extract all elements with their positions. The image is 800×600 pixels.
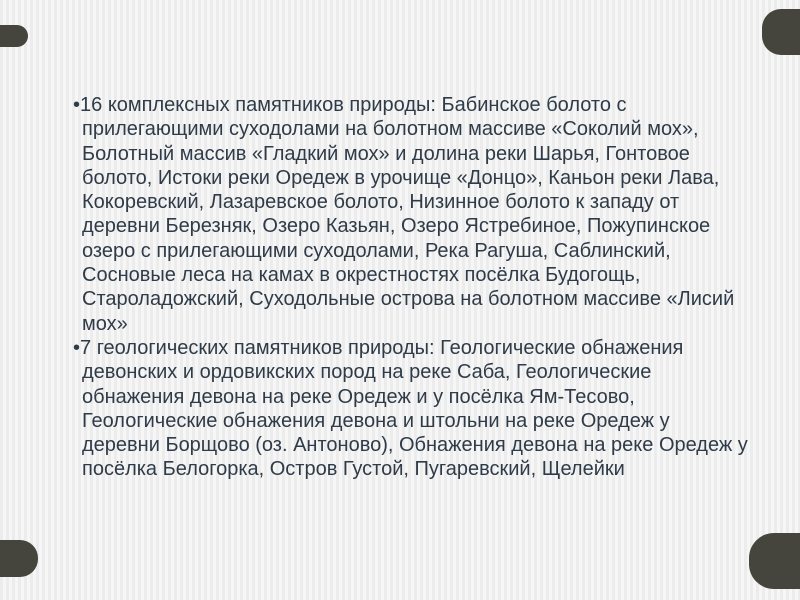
corner-ornament-top-left [0,25,28,47]
bullet-list [73,93,751,482]
list-item [73,336,751,482]
bullet-text: 7 геологических памятников природы: Геологические обнажения девонских и ордовикских пород на реке Саба, Геологические обнажения девона на реке Оредеж и у посёлка Ям-Тесово, Геологические обнажения девона и штольни на реке Оредеж у деревни Борщово (оз. Антоново), Обнажения девона на реке Оредеж у посёлка Белогорка, Остров Густой, Пугаревский, Щелейки [80,336,748,481]
list-item [73,93,751,336]
slide-body-text [73,93,751,482]
corner-ornament-bottom-right [749,533,800,589]
bullet-text: 16 комплексных памятников природы: Бабинское болото с прилегающими суходолами на болотном массиве «Соколий мох», Болотный массив «Гладкий мох» и долина реки Шарья, Гонтовое болото, Истоки реки Оредеж в урочище «Донцо», Каньон реки Лава, Кокоревский, Лазаревское болото, Низинное болото к западу от деревни Березняк, Озеро Казьян, Озеро Ястребиное, Пожупинское озеро с прилегающими суходолами, Река Рагуша, Саблинский, Сосновые леса на камах в окрестностях посёлка Будогощь, Староладожский, Суходольные острова на болотном массиве «Лисий мох» [80,94,735,335]
corner-ornament-bottom-left [0,540,38,577]
bullet-marker-icon: • [73,94,81,116]
corner-ornament-top-right [762,9,800,55]
bullet-marker-icon: • [73,336,81,359]
